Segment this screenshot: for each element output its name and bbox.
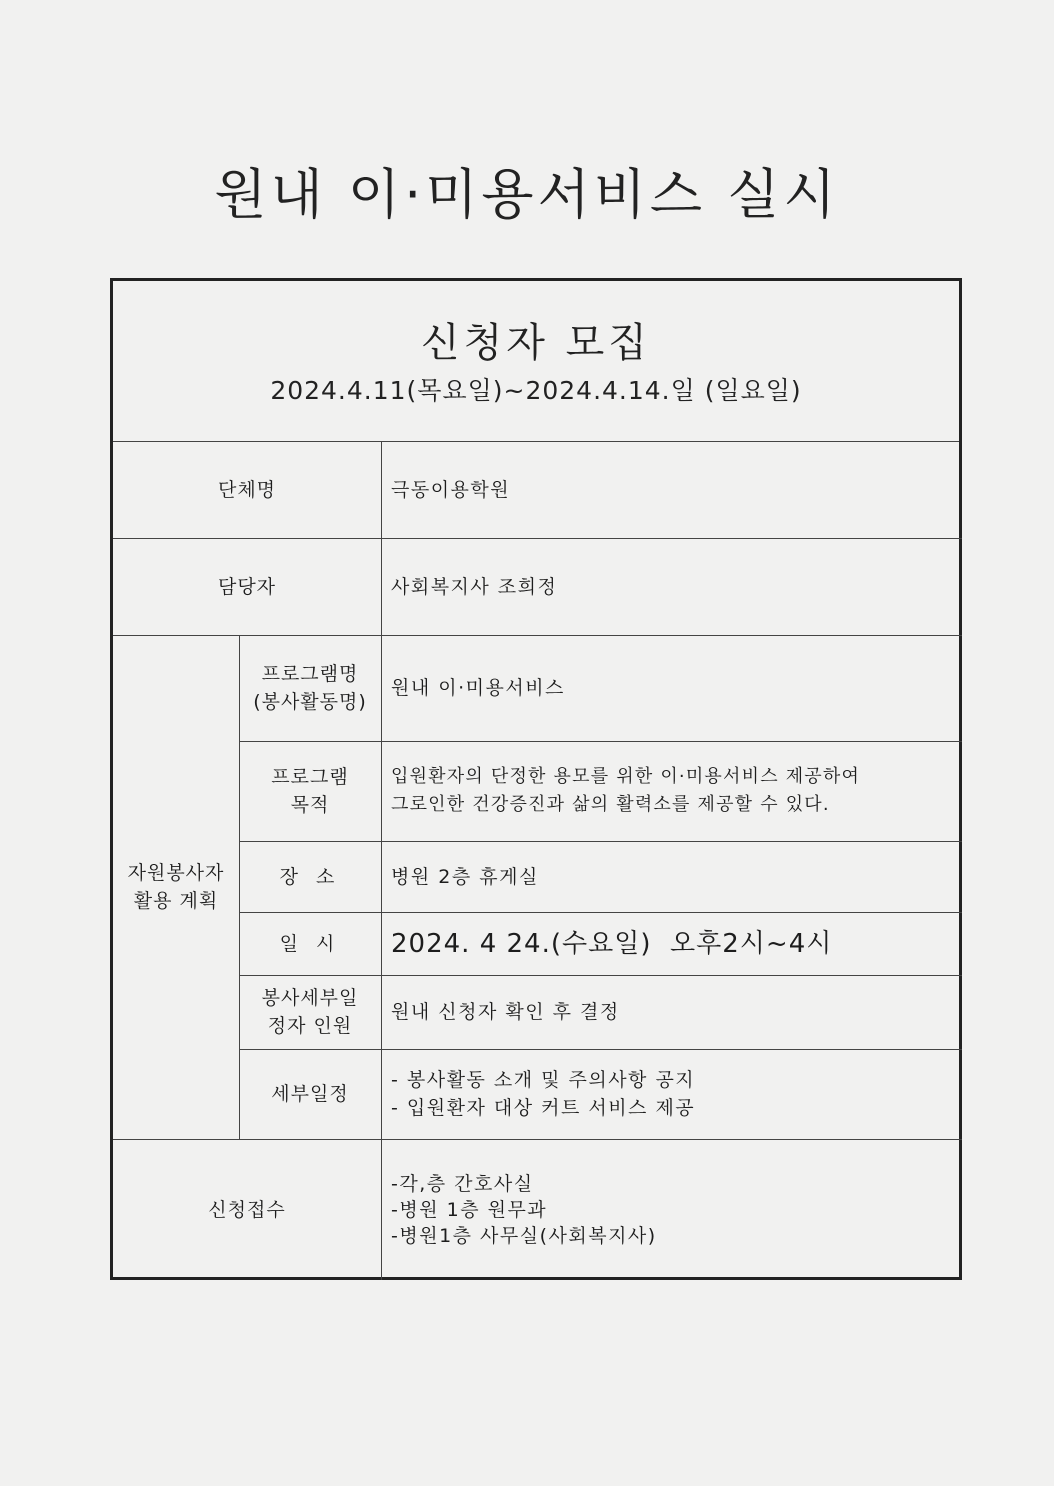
place-value: 병원 2층 휴게실 xyxy=(391,865,539,888)
form-title: 신청자 모집 xyxy=(421,320,651,366)
datetime-value: 2024. 4 24.(수요일) 오후2시~4시 xyxy=(391,928,833,959)
form-header xyxy=(113,281,959,442)
program-purpose-line: 입원환자의 단정한 용모를 위한 이·미용서비스 제공하여 xyxy=(391,766,861,787)
volunteer-plan-label-line: 자원봉사자 xyxy=(127,862,225,884)
program-purpose-value xyxy=(381,741,962,841)
group-name-value: 극동이용학원 xyxy=(391,478,511,501)
place-label: 장 소 xyxy=(279,865,341,888)
application-form-table xyxy=(110,278,962,1280)
contact-person-label: 담당자 xyxy=(217,575,277,598)
program-purpose-line: 그로인한 건강증진과 삶의 활력소를 제공할 수 있다. xyxy=(391,794,830,815)
volunteer-plan-label-line: 활용 계획 xyxy=(133,890,219,912)
datetime-label: 일 시 xyxy=(279,932,341,955)
detail-schedule-value xyxy=(381,1049,962,1139)
program-name-label-line: (봉사활동명) xyxy=(253,691,367,713)
program-name-label xyxy=(239,635,381,741)
contact-person-value: 사회복지사 조희정 xyxy=(391,575,558,598)
program-purpose-label-line: 프로그램 xyxy=(271,766,349,788)
group-name-label: 단체명 xyxy=(217,478,277,501)
volunteer-staffing-value: 원내 신청자 확인 후 결정 xyxy=(391,1001,620,1023)
volunteer-staffing-label xyxy=(239,975,381,1049)
volunteer-staffing-label-line: 정자 인원 xyxy=(267,1015,353,1037)
application-desk-value xyxy=(381,1139,962,1280)
recruitment-period: 2024.4.11(목요일)~2024.4.14.일 (일요일) xyxy=(270,376,802,405)
application-location: -각,층 간호사실 xyxy=(391,1172,534,1195)
detail-schedule-item: - 입원환자 대상 커트 서비스 제공 xyxy=(391,1097,696,1119)
page-title: 원내 이·미용서비스 실시 xyxy=(214,163,840,226)
application-desk-label: 신청접수 xyxy=(208,1198,286,1221)
application-location: -병원 1층 원무과 xyxy=(391,1198,548,1221)
program-name-label-line: 프로그램명 xyxy=(261,663,359,685)
detail-schedule-item: - 봉사활동 소개 및 주의사항 공지 xyxy=(391,1069,696,1091)
volunteer-staffing-label-line: 봉사세부일 xyxy=(261,987,359,1009)
detail-schedule-label: 세부일정 xyxy=(271,1083,349,1105)
program-purpose-label xyxy=(239,741,381,841)
application-location: -병원1층 사무실(사회복지사) xyxy=(391,1224,657,1247)
volunteer-plan-label xyxy=(113,635,239,1139)
program-purpose-label-line: 목적 xyxy=(290,794,330,816)
program-name-value: 원내 이·미용서비스 xyxy=(391,677,565,699)
